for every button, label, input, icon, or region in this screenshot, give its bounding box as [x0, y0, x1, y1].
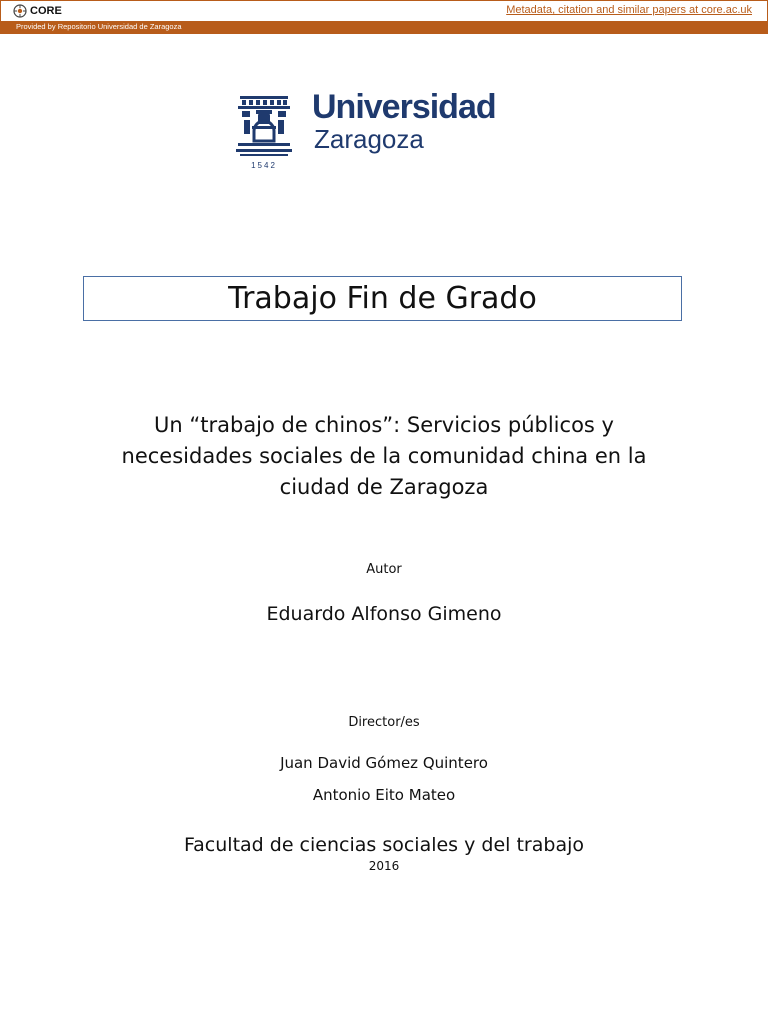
title-box — [83, 276, 682, 321]
subtitle-line: Un “trabajo de chinos”: Servicios públicos y — [154, 413, 614, 437]
subtitle-line: necesidades sociales de la comunidad china en la — [121, 444, 647, 468]
document-title: Trabajo Fin de Grado — [228, 281, 537, 316]
core-metadata-link[interactable]: Metadata, citation and similar papers at core.ac.uk — [506, 4, 752, 16]
core-brand: CORE — [30, 5, 62, 17]
core-provided-bar — [0, 21, 768, 34]
university-name: Universidad — [312, 88, 496, 126]
core-logo-icon — [13, 4, 27, 18]
author-name: Eduardo Alfonso Gimeno — [266, 603, 502, 625]
core-banner — [0, 0, 768, 21]
directors-label: Director/es — [348, 715, 420, 730]
faculty-name: Facultad de ciencias sociales y del trabajo — [183, 834, 584, 856]
subtitle-line: ciudad de Zaragoza — [279, 475, 489, 499]
provided-by-text: Provided by Repositorio Universidad de Zaragoza — [16, 22, 182, 31]
university-city: Zaragoza — [314, 124, 424, 154]
university-crest-icon — [236, 96, 292, 170]
core-logo[interactable] — [13, 3, 62, 19]
director-name: Antonio Eito Mateo — [312, 786, 456, 804]
crest-year: 1542 — [251, 161, 277, 170]
document-year: 2016 — [368, 859, 400, 873]
director-name: Juan David Gómez Quintero — [280, 754, 488, 772]
document-subtitle — [0, 410, 768, 503]
author-label: Autor — [366, 562, 402, 577]
